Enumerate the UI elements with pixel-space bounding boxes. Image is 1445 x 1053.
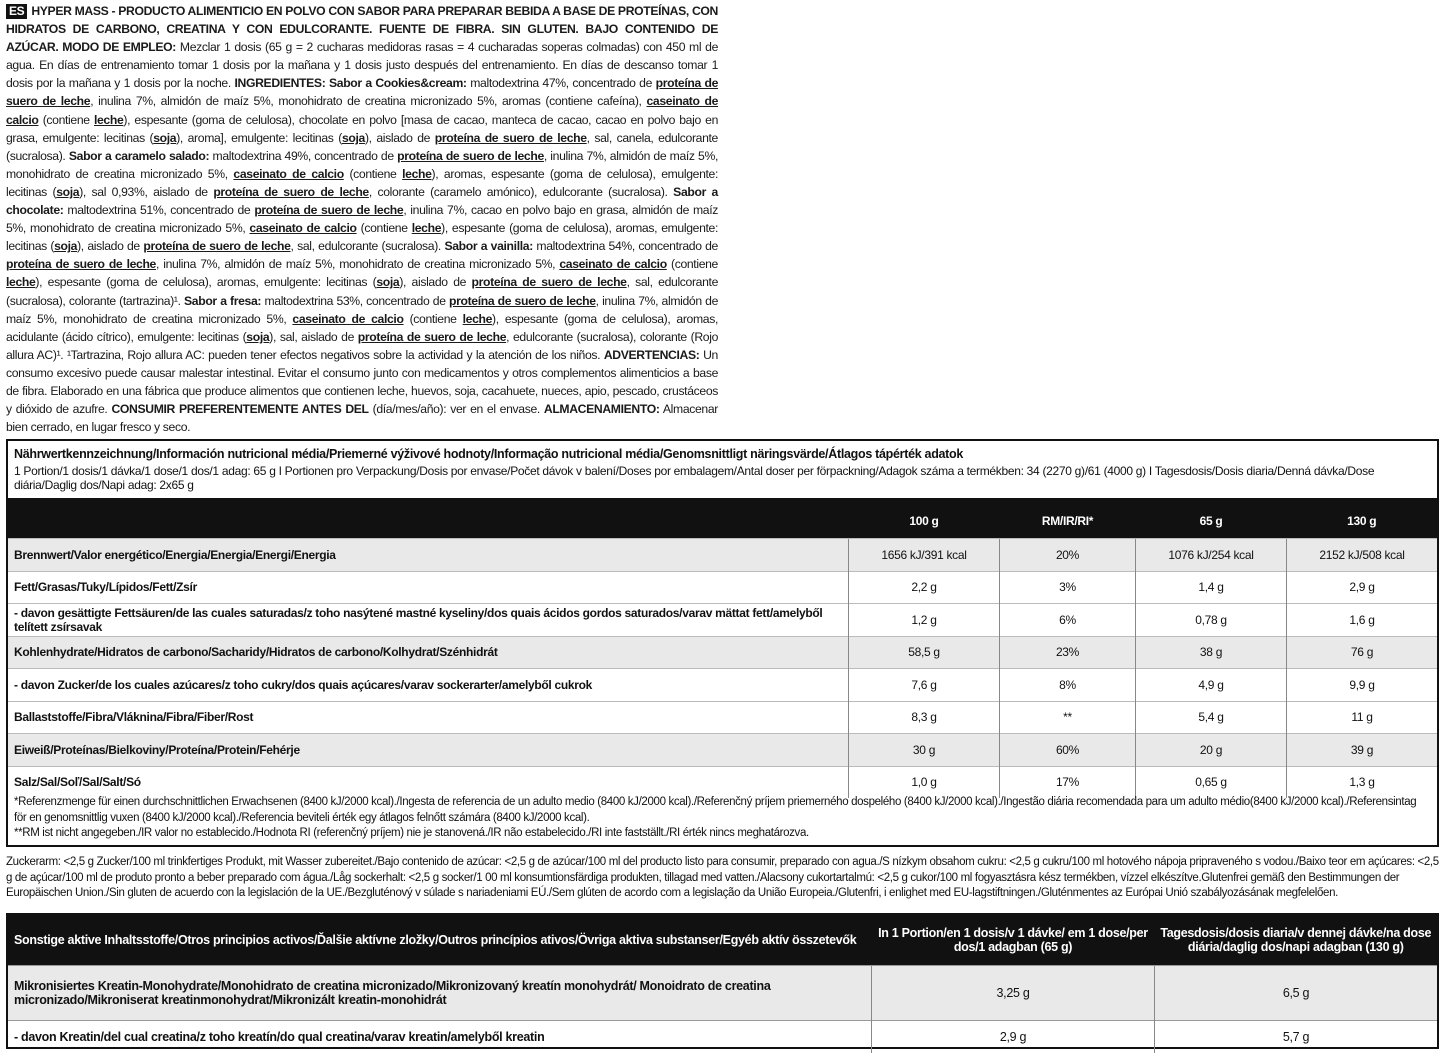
text: maltodextrina 53%, concentrado de bbox=[261, 294, 449, 308]
ingredients-heading: INGREDIENTES: Sabor a Cookies&cream: bbox=[234, 76, 466, 90]
value-65g: 1076 kJ/254 kcal bbox=[1136, 539, 1287, 572]
column-header: RM/IR/RI* bbox=[1000, 498, 1136, 539]
text: ), espesante (goma de celulosa), chocolate en polvo [masa de cacao, manteca de cacao, cacao en polvo bajo en grasa, emulgente: lecitinas ( bbox=[6, 113, 718, 145]
value-ri: 8% bbox=[1000, 669, 1136, 702]
value-130g: 2,9 g bbox=[1287, 571, 1438, 604]
text: , edulcorante (sucralosa), colorante (Rojo allura AC)¹. ¹Tartrazina, Rojo allura AC: pueden tener efectos negativos sobre la actividad y la atención de los niños. bbox=[6, 330, 718, 362]
value-65g: 38 g bbox=[1136, 636, 1287, 669]
text: ), sal 0,93%, aislado de bbox=[79, 185, 213, 199]
active-name: Mikronisiertes Kreatin-Monohydrate/Monohidrato de creatina micronizado/Mikronizovaný kreatín monohydrát/ Monoidrato de creatina micronizado/Mikroniserat kreatinmonohydrat/Mikronizált kreatin-monohidrát bbox=[8, 966, 872, 1021]
value-65g: 4,9 g bbox=[1136, 669, 1287, 702]
text: ), aislado de bbox=[77, 239, 143, 253]
allergen: soja bbox=[342, 131, 365, 145]
value-100g: 1,2 g bbox=[849, 604, 1000, 637]
nutrient-name: Kohlenhydrate/Hidratos de carbono/Sacharidy/Hidratos de carbono/Kolhydrat/Szénhidrát bbox=[8, 636, 849, 669]
nutrient-name: - davon Zucker/de los cuales azúcares/z toho cukry/dos quais açúcares/varav sockerarter/amelyből cukrok bbox=[8, 669, 849, 702]
allergen: proteína de suero de leche bbox=[358, 330, 506, 344]
best-before-heading: CONSUMIR PREFERENTEMENTE ANTES DEL bbox=[111, 402, 368, 416]
text: , sal, canela, edulcorante (sucralosa). bbox=[6, 131, 718, 163]
value-100g: 1656 kJ/391 kcal bbox=[849, 539, 1000, 572]
value-130g: 2152 kJ/508 kcal bbox=[1287, 539, 1438, 572]
table-row bbox=[8, 604, 1437, 637]
value-ri: 23% bbox=[1000, 636, 1136, 669]
storage-heading: ALMACENAMIENTO: bbox=[544, 402, 660, 416]
text: , inulina 7%, almidón de maíz 5%, monohidrato de creatina micronizado 5%, bbox=[156, 257, 559, 271]
text: Almacenar bien cerrado, en lugar fresco y seco. bbox=[6, 402, 718, 434]
value-65g: 5,4 g bbox=[1136, 701, 1287, 734]
text: , inulina 7%, almidón de maíz 5%, monohidrato de creatina micronizado 5%, aromas (contiene cafeína), bbox=[90, 94, 646, 108]
value-portion: 2,9 g bbox=[872, 1021, 1155, 1053]
value-ri: 6% bbox=[1000, 604, 1136, 637]
warnings-heading: ADVERTENCIAS: bbox=[604, 348, 700, 362]
nutrient-name: Fett/Grasas/Tuky/Lípidos/Fett/Zsír bbox=[8, 571, 849, 604]
text: ), sal, aislado de bbox=[269, 330, 358, 344]
value-130g: 76 g bbox=[1287, 636, 1438, 669]
text: , sal, edulcorante (sucralosa). bbox=[291, 239, 445, 253]
table-row bbox=[8, 701, 1437, 734]
flavor-heading: Sabor a caramelo salado: bbox=[69, 149, 209, 163]
allergen: caseinato de calcio bbox=[6, 94, 718, 126]
value-65g: 20 g bbox=[1136, 734, 1287, 767]
value-100g: 1,0 g bbox=[849, 766, 1000, 798]
value-100g: 58,5 g bbox=[849, 636, 1000, 669]
text: ), aromas, espesante (goma de celulosa), emulgente: lecitinas ( bbox=[6, 167, 718, 199]
text: ), aislado de bbox=[365, 131, 435, 145]
text: (contiene bbox=[404, 312, 463, 326]
table-row bbox=[8, 571, 1437, 604]
active-ingredients-table bbox=[8, 915, 1437, 1053]
value-ri: ** bbox=[1000, 701, 1136, 734]
nutrition-header bbox=[8, 441, 1437, 492]
text: , inulina 7%, almidón de maíz 5%, monohidrato de creatina micronizado 5%, bbox=[6, 294, 718, 326]
table-row bbox=[8, 766, 1437, 798]
allergen: proteína de suero de leche bbox=[143, 239, 290, 253]
active-name: - davon Kreatin/del cual creatina/z toho kreatín/do qual creatina/varav kreatin/amelyből kreatin bbox=[8, 1021, 872, 1053]
allergen: caseinato de calcio bbox=[559, 257, 666, 271]
value-ri: 60% bbox=[1000, 734, 1136, 767]
allergen: proteína de suero de leche bbox=[397, 149, 544, 163]
text: , sal, edulcorante (sucralosa), colorante (tartrazina)¹. bbox=[6, 275, 718, 307]
text: , inulina 7%, almidón de maíz 5%, monohidrato de creatina micronizado 5%, bbox=[6, 149, 718, 181]
nutrition-facts-box bbox=[6, 439, 1439, 847]
allergen: soja bbox=[153, 131, 176, 145]
nutrition-footnotes bbox=[14, 795, 1431, 842]
allergen: leche bbox=[402, 167, 431, 181]
usage-text: Mezclar 1 dosis (65 g = 2 cucharas medidoras rasas = 4 cucharadas soperas colmadas) con 450 ml de agua. En días de entrenamiento tomar 1 dosis por la mañana y 1 dosis justo después del entrenamiento. En días de descanso tomar 1 dosis por la mañana y 1 dosis por la noche. bbox=[6, 40, 718, 90]
text: (contiene bbox=[38, 113, 94, 127]
column-header: 65 g bbox=[1136, 498, 1287, 539]
text: maltodextrina 51%, concentrado de bbox=[63, 203, 254, 217]
value-130g: 39 g bbox=[1287, 734, 1438, 767]
text: maltodextrina 49%, concentrado de bbox=[209, 149, 397, 163]
value-100g: 2,2 g bbox=[849, 571, 1000, 604]
nutrient-name: - davon gesättigte Fettsäuren/de las cuales saturadas/z toho nasýtené mastné kyseliny/dos quais ácidos gordos saturados/varav mättat fett/amelyből telített zsírsavak bbox=[8, 604, 849, 637]
allergen: proteína de suero de leche bbox=[254, 203, 403, 217]
footnote-reference-intake: *Referenzmenge für einen durchschnittlichen Erwachsenen (8400 kJ/2000 kcal)./Ingesta de referencia de un adulto medio (8400 kJ/2000 kcal)./Referenčný príjem priemerného dospelého (8400 kJ/2000 kcal)./Ingestão diária recomendada para um adulto médio(8400 kJ/2000 kcal)./Referensintag för en genomsnittlig vuxen (8400 kJ/2000 kcal)./Referencia beviteli érték egy átlagos felnőtt számára (8400 kJ/2000 kcal). bbox=[14, 795, 1431, 826]
nutrition-table-header bbox=[8, 498, 1437, 539]
allergen: leche bbox=[94, 113, 123, 127]
table-row bbox=[8, 734, 1437, 767]
allergen: proteína de suero de leche bbox=[213, 185, 369, 199]
value-100g: 7,6 g bbox=[849, 669, 1000, 702]
value-65g: 0,65 g bbox=[1136, 766, 1287, 798]
flavor-heading: Sabor a chocolate: bbox=[6, 185, 718, 217]
text: ), aislado de bbox=[399, 275, 471, 289]
allergen: leche bbox=[6, 275, 35, 289]
footnote-ri-not-set: **RM ist nicht angegeben./IR valor no establecido./Hodnota RI (referenčný príjem) nie je stanovená./IR não estabelecido./RI inte fastställt./RI érték nincs meghatározva. bbox=[14, 826, 1431, 842]
nutrient-name: Eiweiß/Proteínas/Bielkoviny/Proteína/Protein/Fehérje bbox=[8, 734, 849, 767]
value-65g: 0,78 g bbox=[1136, 604, 1287, 637]
product-title: HYPER MASS - PRODUCTO ALIMENTICIO EN POLVO CON SABOR PARA PREPARAR BEBIDA A BASE DE PROTEÍNAS, CON HIDRATOS DE CARBONO, CREATINA Y CON EDULCORANTE. FUENTE DE FIBRA. SIN GLUTEN. BAJO CONTENIDO DE AZÚCAR. MODO DE EMPLEO: bbox=[6, 4, 718, 54]
text: maltodextrina 54%, concentrado de bbox=[533, 239, 718, 253]
allergen: caseinato de calcio bbox=[249, 221, 356, 235]
column-header: In 1 Portion/en 1 dosis/v 1 dávke/ em 1 dose/per dos/1 adagban (65 g) bbox=[872, 915, 1155, 966]
text: ), espesante (goma de celulosa), aromas, acidulante (ácido cítrico), emulgente: lecitinas ( bbox=[6, 312, 718, 344]
text: (contiene bbox=[357, 221, 412, 235]
value-65g: 1,4 g bbox=[1136, 571, 1287, 604]
nutrient-name: Ballaststoffe/Fibra/Vláknina/Fibra/Fiber/Rost bbox=[8, 701, 849, 734]
allergen: caseinato de calcio bbox=[292, 312, 403, 326]
flavor-heading: Sabor a fresa: bbox=[184, 294, 261, 308]
value-130g: 11 g bbox=[1287, 701, 1438, 734]
column-header: Sonstige aktive Inhaltsstoffe/Otros principios activos/Ďalšie aktívne zložky/Outros princípios ativos/Övriga aktiva substanser/Egyéb aktív összetevők bbox=[8, 915, 872, 966]
allergen: caseinato de calcio bbox=[233, 167, 343, 181]
table-row bbox=[8, 636, 1437, 669]
value-portion: 3,25 g bbox=[872, 966, 1155, 1021]
column-header: Tagesdosis/dosis diaria/v dennej dávke/na dose diária/daglig dos/napi adagban (130 g) bbox=[1155, 915, 1438, 966]
value-100g: 30 g bbox=[849, 734, 1000, 767]
text: (día/mes/año): ver en el envase. bbox=[369, 402, 544, 416]
value-130g: 1,6 g bbox=[1287, 604, 1438, 637]
column-header: 130 g bbox=[1287, 498, 1438, 539]
text: Un consumo excesivo puede causar malestar intestinal. Evitar el consumo junto con medicamentos y otros complementos alimenticios a base de fibra. Elaborado en una fábrica que produce alimentos que contienen leche, huevos, soja, cacahuete, nueces, apio, pescado, crustáceos y dióxido de azufre. bbox=[6, 348, 718, 416]
active-table-header bbox=[8, 915, 1437, 966]
value-ri: 17% bbox=[1000, 766, 1136, 798]
allergen: soja bbox=[246, 330, 269, 344]
value-ri: 20% bbox=[1000, 539, 1136, 572]
allergen: proteína de suero de leche bbox=[435, 131, 587, 145]
text: (contiene bbox=[344, 167, 402, 181]
nutrition-table bbox=[8, 498, 1437, 798]
allergen: proteína de suero de leche bbox=[472, 275, 627, 289]
text: ), aroma], emulgente: lecitinas ( bbox=[176, 131, 342, 145]
text: , inulina 7%, cacao en polvo bajo en grasa, almidón de maíz 5%, monohidrato de creatina micronizado 5%, bbox=[6, 203, 718, 235]
value-130g: 9,9 g bbox=[1287, 669, 1438, 702]
allergen: proteína de suero de leche bbox=[6, 76, 718, 108]
allergen: soja bbox=[54, 239, 77, 253]
text: (contiene bbox=[667, 257, 718, 271]
allergen: leche bbox=[412, 221, 441, 235]
language-badge: ES bbox=[6, 4, 27, 19]
active-ingredients-box bbox=[6, 913, 1439, 1049]
column-header bbox=[8, 498, 849, 539]
text: ), espesante (goma de celulosa), aromas, emulgente: lecitinas ( bbox=[6, 221, 718, 253]
allergen: proteína de suero de leche bbox=[449, 294, 596, 308]
value-100g: 8,3 g bbox=[849, 701, 1000, 734]
flavor-heading: Sabor a vainilla: bbox=[444, 239, 532, 253]
text: , colorante (caramelo amónico), edulcorante (sucralosa). bbox=[369, 185, 673, 199]
allergen: soja bbox=[56, 185, 79, 199]
column-header: 100 g bbox=[849, 498, 1000, 539]
allergen: proteína de suero de leche bbox=[6, 257, 156, 271]
table-row bbox=[8, 966, 1437, 1021]
portion-info: 1 Portion/1 dosis/1 dávka/1 dose/1 dos/1 adag: 65 g I Portionen pro Verpackung/Dosis por envase/Počet dávok v balení/Doses por embalagem/Antal doser per förpackning/Adagok száma a termékben: 34 (2270 g)/61 (4000 g) I Tagesdosis/Dosis diaria/Denná dávka/Dose diária/Daglig dos/Napi adag: 2x65 g bbox=[14, 464, 1431, 492]
table-row bbox=[8, 669, 1437, 702]
table-row bbox=[8, 1021, 1437, 1053]
nutrition-title: Nährwertkennzeichnung/Información nutricional média/Priemerné výživové hodnoty/Informação nutricional média/Genomsnittligt näringsvärde/Átlagos tápérték adatok bbox=[14, 447, 1431, 461]
text: maltodextrina 47%, concentrado de bbox=[467, 76, 656, 90]
nutrient-name: Salz/Sal/Soľ/Sal/Salt/Só bbox=[8, 766, 849, 798]
nutrient-name: Brennwert/Valor energético/Energia/Energia/Energi/Energia bbox=[8, 539, 849, 572]
value-daily: 5,7 g bbox=[1155, 1021, 1438, 1053]
allergen: soja bbox=[376, 275, 399, 289]
claims-text: Zuckerarm: <2,5 g Zucker/100 ml trinkfertiges Produkt, mit Wasser zubereitet./Bajo contenido de azúcar: <2,5 g de azúcar/100 ml del producto listo para consumir, preparado con agua./S nízkym obsahom cukru: <2,5 g cukru/100 ml hotového nápoja pripraveného s vodou./Baixo teor em açúcares: <2,5 g de açúcar/100 ml de produto pronto a beber preparado com água./Låg sockerhalt: <2,5 g socker/1 00 ml konsumtionsfärdiga produkten, tillagad med vatten./Alacsony cukortartalmú: <2,5 g cukor/100 ml fogyasztásra kész termékben, vízzel elkészítve.Glutenfrei gemäß den Bestimmungen der Europäischen Union./Sin gluten de acuerdo con la legislación de la UE./Bezgluténový v súlade s nariadeniami EÚ./Sem glúten de acordo com a legislação da União Europeia./Glutenfri, i enlighet med EU-lagstiftningen./Gluténmentes az Európai Unió szabályozásának megfelelően. bbox=[6, 855, 1442, 902]
allergen: leche bbox=[463, 312, 492, 326]
value-130g: 1,3 g bbox=[1287, 766, 1438, 798]
table-row bbox=[8, 539, 1437, 572]
value-daily: 6,5 g bbox=[1155, 966, 1438, 1021]
product-label-text bbox=[6, 2, 718, 436]
text: ), espesante (goma de celulosa), aromas, emulgente: lecitinas ( bbox=[35, 275, 376, 289]
value-ri: 3% bbox=[1000, 571, 1136, 604]
